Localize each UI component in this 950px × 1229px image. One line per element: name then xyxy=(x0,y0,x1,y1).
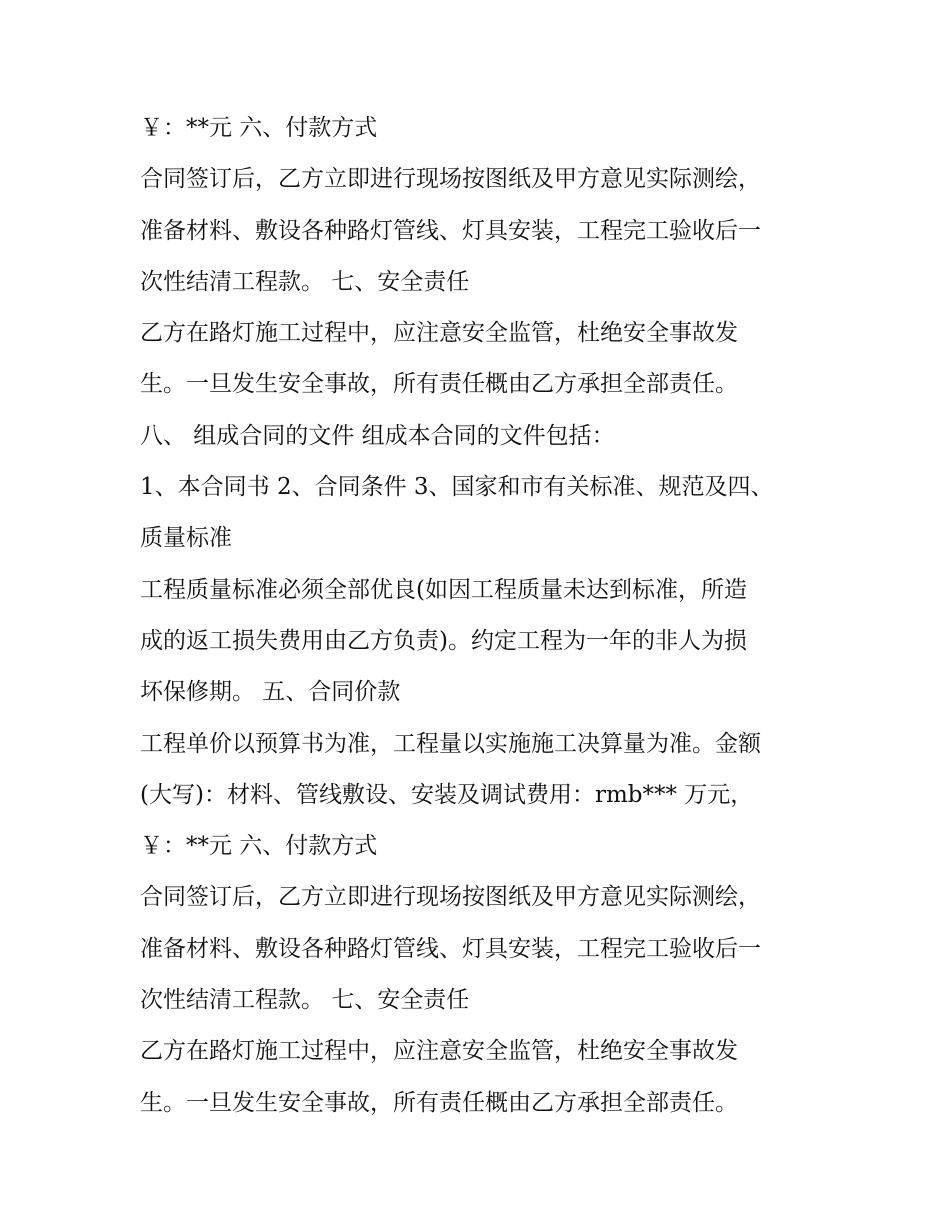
text-line: 乙方在路灯施工过程中，应注意安全监管，杜绝安全事故发 xyxy=(140,1038,738,1065)
text-line: 生。一旦发生安全事故，所有责任概由乙方承担全部责任。 xyxy=(140,1089,738,1116)
text-line: 次性结清工程款。 七、安全责任 xyxy=(140,268,470,295)
text-line: 坏保修期。 五、合同价款 xyxy=(140,679,401,706)
text-line: 成的返工损失费用由乙方负责)。约定工程为一年的非人为损 xyxy=(140,627,747,654)
text-line: 工程质量标准必须全部优良(如因工程质量未达到标准，所造 xyxy=(140,576,747,603)
text-line: ￥：**元 六、付款方式 xyxy=(140,833,378,860)
text-line: ￥：**元 六、付款方式 xyxy=(140,115,378,141)
text-line: 八、 组成合同的文件 组成本合同的文件包括： xyxy=(140,422,615,449)
text-line: 工程单价以预算书为准，工程量以实施施工决算量为准。金额 xyxy=(140,730,761,757)
text-line: 合同签订后，乙方立即进行现场按图纸及甲方意见实际测绘， xyxy=(140,166,761,193)
text-line: 质量标准 xyxy=(140,525,232,552)
text-line: 次性结清工程款。 七、安全责任 xyxy=(140,987,470,1014)
text-line: 1、本合同书 2、合同条件 3、国家和市有关标准、规范及四、 xyxy=(140,474,774,501)
text-line: 生。一旦发生安全事故，所有责任概由乙方承担全部责任。 xyxy=(140,371,738,398)
text-line: (大写)：材料、管线敷设、安装及调试费用：rmb*** 万元， xyxy=(140,781,754,808)
text-line: 合同签订后，乙方立即进行现场按图纸及甲方意见实际测绘， xyxy=(140,884,761,911)
document-body xyxy=(140,103,830,1129)
text-line: 乙方在路灯施工过程中，应注意安全监管，杜绝安全事故发 xyxy=(140,320,738,347)
text-line: 准备材料、敷设各种路灯管线、灯具安装，工程完工验收后一 xyxy=(140,935,761,962)
text-line: 准备材料、敷设各种路灯管线、灯具安装，工程完工验收后一 xyxy=(140,217,761,244)
